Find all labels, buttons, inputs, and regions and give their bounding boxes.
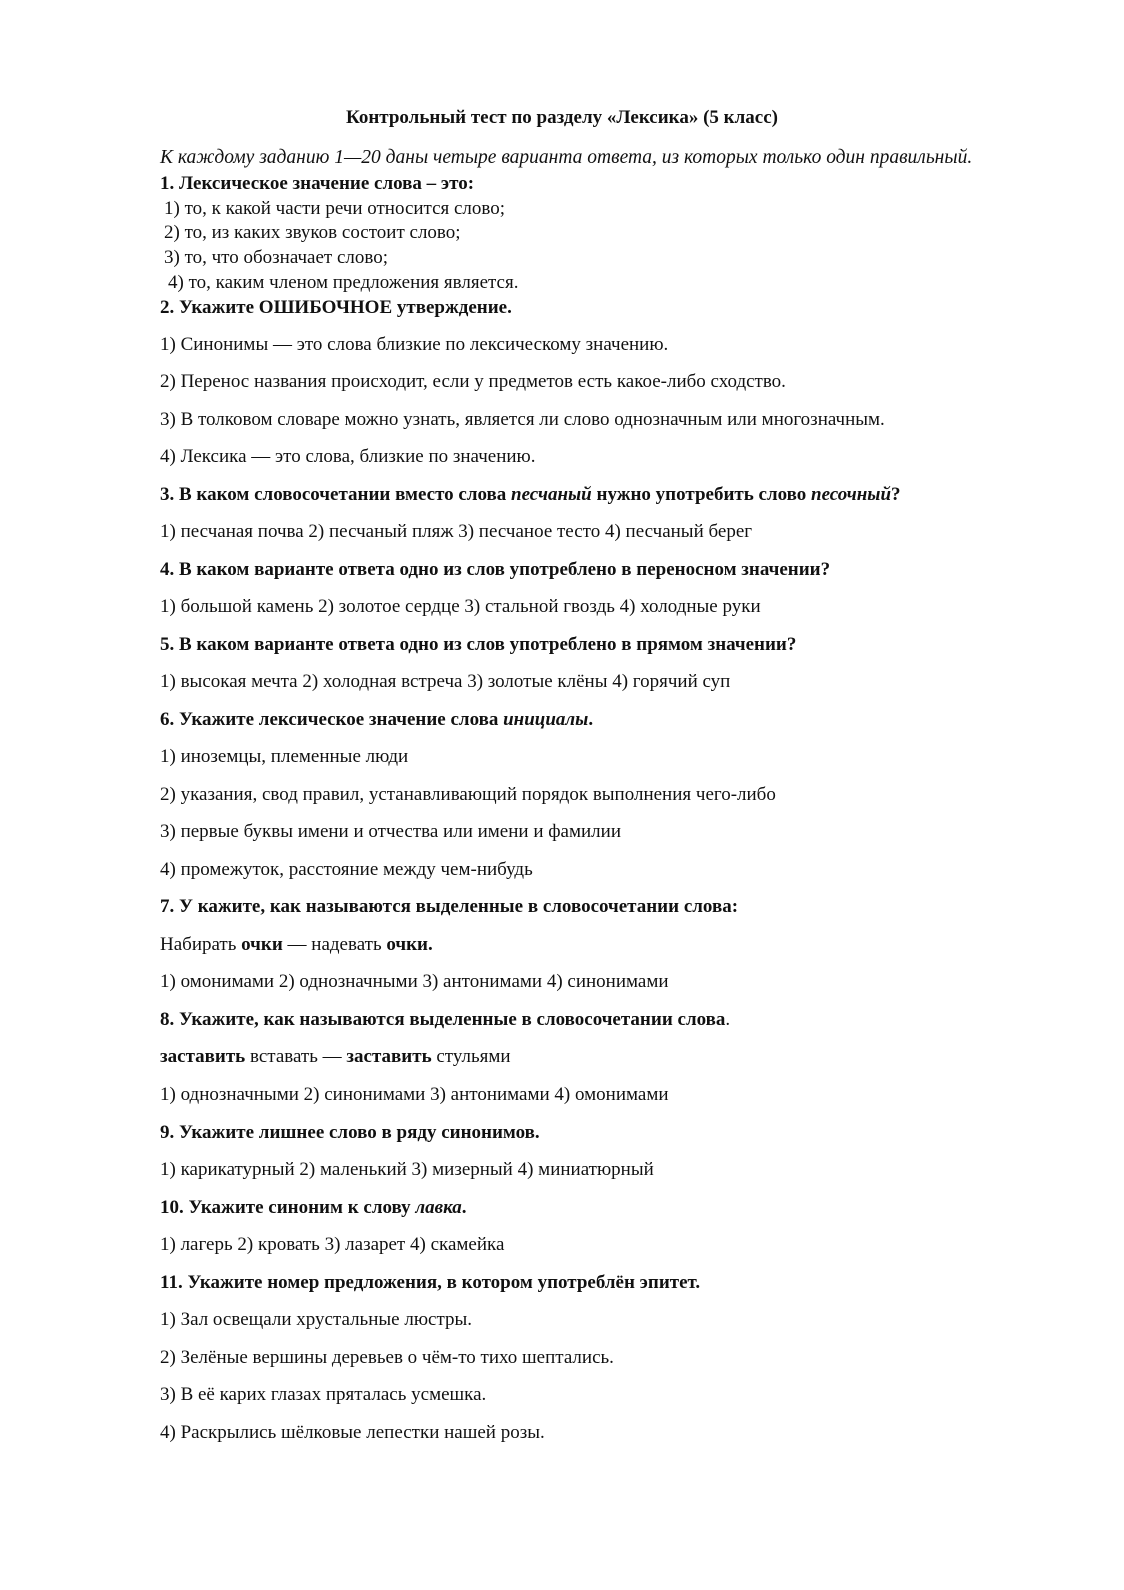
q6-word: инициалы — [503, 709, 589, 730]
q8-question-end: . — [725, 1009, 731, 1030]
q7-options: 1) омонимами 2) однозначными 3) антонимами 4) синонимами — [160, 971, 669, 992]
q10-word: лавка — [415, 1197, 462, 1218]
question-8 — [160, 1008, 730, 1032]
page-title: Контрольный тест по разделу «Лексика» (5 класс) — [346, 107, 778, 128]
q3-word-2: песочный — [811, 484, 892, 505]
q11-option-4: 4) Раскрылись шёлковые лепестки нашей розы. — [160, 1422, 545, 1443]
question-4: 4. В каком варианте ответа одно из слов употреблено в переносном значении? — [160, 559, 831, 580]
question-6 — [160, 708, 593, 732]
q10-options: 1) лагерь 2) кровать 3) лазарет 4) скамейка — [160, 1234, 505, 1255]
q9-options: 1) карикатурный 2) маленький 3) мизерный 4) миниатюрный — [160, 1159, 654, 1180]
question-10 — [160, 1196, 467, 1220]
q6-option-2: 2) указания, свод правил, устанавливающий порядок выполнения чего-либо — [160, 784, 776, 805]
q1-option-3: 3) то, что обозначает слово; — [164, 247, 389, 268]
question-11: 11. Укажите номер предложения, в котором употреблён эпитет. — [160, 1272, 701, 1293]
q8-example — [160, 1045, 511, 1069]
q8-ex-part-2: стульями — [431, 1046, 511, 1067]
question-1: 1. Лексическое значение слова – это: — [160, 173, 475, 194]
q2-option-2: 2) Перенос названия происходит, если у предметов есть какое-либо сходство. — [160, 371, 786, 392]
q7-example — [160, 933, 433, 957]
q8-ex-part-1: вставать — — [245, 1046, 347, 1067]
q3-options: 1) песчаная почва 2) песчаный пляж 3) песчаное тесто 4) песчаный берег — [160, 521, 753, 542]
q2-option-3: 3) В толковом словаре можно узнать, является ли слово однозначным или многозначным. — [160, 409, 885, 430]
question-7: 7. У кажите, как называются выделенные в словосочетании слова: — [160, 896, 739, 917]
q6-suffix: . — [588, 709, 594, 730]
question-5: 5. В каком варианте ответа одно из слов употреблено в прямом значении? — [160, 634, 797, 655]
q10-suffix: . — [461, 1197, 467, 1218]
q3-mid: нужно употребить слово — [591, 484, 812, 505]
question-2: 2. Укажите ОШИБОЧНОЕ утверждение. — [160, 297, 512, 318]
q6-option-4: 4) промежуток, расстояние между чем-нибудь — [160, 859, 533, 880]
q5-options: 1) высокая мечта 2) холодная встреча 3) золотые клёны 4) горячий суп — [160, 671, 731, 692]
q7-ex-part-1: Набирать — [160, 934, 242, 955]
q3-suffix: ? — [891, 484, 901, 505]
q7-ex-bold-1: очки — [241, 934, 283, 955]
q3-word-1: песчаный — [511, 484, 592, 505]
instructions: К каждому заданию 1—20 даны четыре варианта ответа, из которых только один правильный. — [160, 147, 973, 168]
q8-ex-bold-1: заставить — [160, 1046, 246, 1067]
q6-option-3: 3) первые буквы имени и отчества или имени и фамилии — [160, 821, 621, 842]
q11-option-2: 2) Зелёные вершины деревьев о чём-то тихо шептались. — [160, 1347, 614, 1368]
question-3 — [160, 483, 901, 507]
q10-prefix: 10. Укажите синоним к слову — [160, 1197, 416, 1218]
q8-options: 1) однозначными 2) синонимами 3) антонимами 4) омонимами — [160, 1084, 669, 1105]
q11-option-1: 1) Зал освещали хрустальные люстры. — [160, 1309, 472, 1330]
q7-ex-bold-2: очки. — [386, 934, 433, 955]
q1-option-2: 2) то, из каких звуков состоит слово; — [164, 222, 461, 243]
q8-question-text: 8. Укажите, как называются выделенные в словосочетании слова — [160, 1009, 726, 1030]
q2-option-1: 1) Синонимы — это слова близкие по лексическому значению. — [160, 334, 669, 355]
q11-option-3: 3) В её карих глазах пряталась усмешка. — [160, 1384, 487, 1405]
q2-option-4: 4) Лексика — это слова, близкие по значению. — [160, 446, 536, 467]
q1-option-4: 4) то, каким членом предложения является. — [168, 272, 519, 293]
q3-prefix: 3. В каком словосочетании вместо слова — [160, 484, 512, 505]
q8-ex-bold-2: заставить — [346, 1046, 432, 1067]
q1-option-1: 1) то, к какой части речи относится слово; — [164, 198, 506, 219]
q6-prefix: 6. Укажите лексическое значение слова — [160, 709, 504, 730]
q6-option-1: 1) иноземцы, племенные люди — [160, 746, 409, 767]
question-9: 9. Укажите лишнее слово в ряду синонимов. — [160, 1122, 540, 1143]
q7-ex-part-2: — надевать — [282, 934, 387, 955]
q4-options: 1) большой камень 2) золотое сердце 3) стальной гвоздь 4) холодные руки — [160, 596, 761, 617]
